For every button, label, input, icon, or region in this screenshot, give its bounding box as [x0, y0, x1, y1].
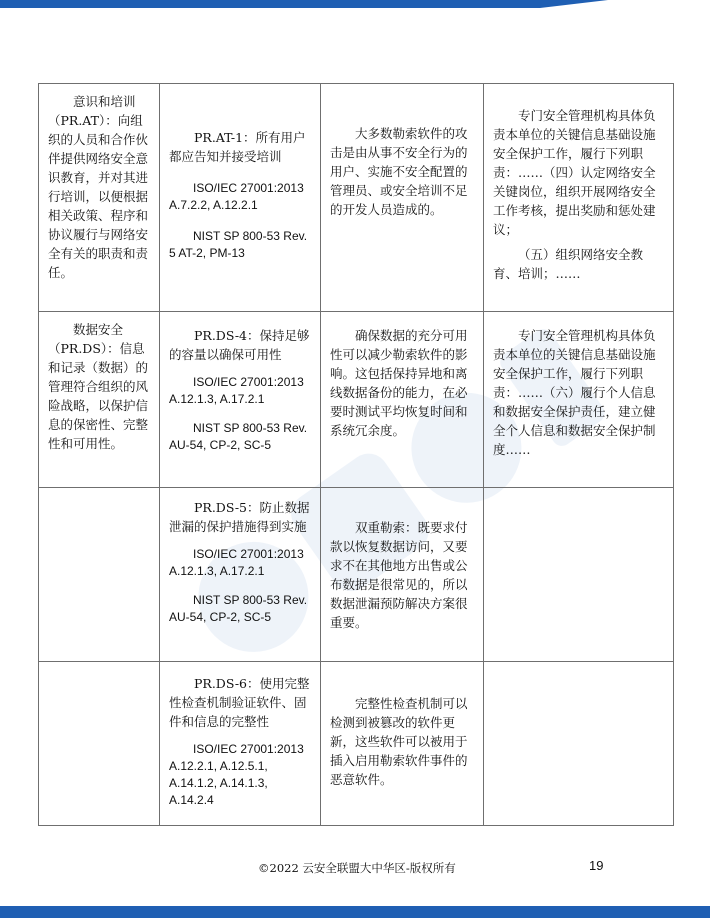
nist-reference: NIST SP 800-53 Rev. AU-54, CP-2, SC-5: [169, 421, 308, 452]
subcategory-text: PR.AT-1：所有用户都应告知并接受培训: [169, 130, 306, 164]
nist-reference: NIST SP 800-53 Rev. AU-54, CP-2, SC-5: [169, 593, 308, 624]
ransomware-text: 大多数勒索软件的攻击是由从事不安全行为的用户、实施不安全配置的管理员、或安全培训不足的开发人员造成的。: [330, 126, 468, 217]
category-cell: [39, 662, 160, 826]
ransomware-cell: [321, 488, 484, 662]
footer-band: [0, 906, 710, 918]
ransomware-cell: [321, 312, 484, 488]
page-footer: [0, 858, 710, 878]
iso-reference: ISO/IEC 27001:2013 A.12.1.3, A.17.2.1: [169, 547, 304, 578]
category-text: 数据安全（PR.DS）：信息和记录（数据）的管理符合组织的风险战略，以保护信息的保密性、完整性和可用性。: [48, 322, 149, 451]
category-cell: [39, 84, 160, 312]
iso-reference: ISO/IEC 27001:2013 A.12.1.3, A.17.2.1: [169, 375, 304, 406]
copyright-text: ©2022 云安全联盟大中华区-版权所有: [258, 861, 456, 875]
subcategory-text: PR.DS-4：保持足够的容量以确保可用性: [169, 328, 310, 362]
subcategory-cell: [160, 662, 321, 826]
ransomware-cell: [321, 662, 484, 826]
regulation-text: （五）组织网络安全教育、培训；……: [493, 247, 644, 281]
subcategory-text: PR.DS-5：防止数据泄漏的保护措施得到实施: [169, 500, 310, 534]
regulation-cell: [484, 488, 674, 662]
regulation-cell: [484, 662, 674, 826]
subcategory-cell: [160, 312, 321, 488]
table-row: [39, 312, 674, 488]
iso-reference: ISO/IEC 27001:2013 A.12.2.1, A.12.5.1, A.14.1.2, A.14.1.3, A.14.2.4: [169, 742, 304, 807]
ransomware-cell: [321, 84, 484, 312]
category-cell: [39, 312, 160, 488]
table-row: [39, 488, 674, 662]
subcategory-text: PR.DS-6：使用完整性检查机制验证软件、固件和信息的完整性: [169, 676, 310, 729]
ransomware-text: 完整性检查机制可以检测到被篡改的软件更新，这些软件可以被用于插入启用勒索软件事件的恶意软件。: [330, 696, 468, 787]
subcategory-cell: [160, 488, 321, 662]
ransomware-text: 双重勒索：既要求付款以恢复数据访问，又要求不在其他地方出售或公布数据是很常见的，所以数据泄漏预防解决方案很重要。: [330, 520, 468, 630]
ransomware-text: 确保数据的充分可用性可以减少勒索软件的影响。这包括保持异地和离线数据备份的能力，在必要时测试平均恢复时间和系统冗余度。: [330, 328, 468, 438]
regulation-cell: [484, 84, 674, 312]
subcategory-cell: [160, 84, 321, 312]
table-row: [39, 662, 674, 826]
page-number: 19: [589, 858, 604, 873]
regulation-text: 专门安全管理机构具体负责本单位的关键信息基础设施安全保护工作，履行下列职责：……（四）认定网络安全关键岗位，组织开展网络安全工作考核，提出奖励和惩处建议；: [493, 108, 656, 237]
iso-reference: ISO/IEC 27001:2013 A.7.2.2, A.12.2.1: [169, 181, 304, 212]
category-text: 意识和培训（PR.AT）：向组织的人员和合作伙伴提供网络安全意识教育，并对其进行培训，以便根据相关政策、程序和协议履行与网络安全有关的职责和责任。: [48, 94, 149, 280]
category-cell: [39, 488, 160, 662]
regulation-cell: [484, 312, 674, 488]
nist-reference: NIST SP 800-53 Rev. 5 AT-2, PM-13: [169, 229, 308, 260]
regulation-text: 专门安全管理机构具体负责本单位的关键信息基础设施安全保护工作，履行下列职责：……（六）履行个人信息和数据安全保护责任，建立健全个人信息和数据安全保护制度……: [493, 328, 656, 457]
framework-table: [38, 83, 674, 826]
table-row: [39, 84, 674, 312]
